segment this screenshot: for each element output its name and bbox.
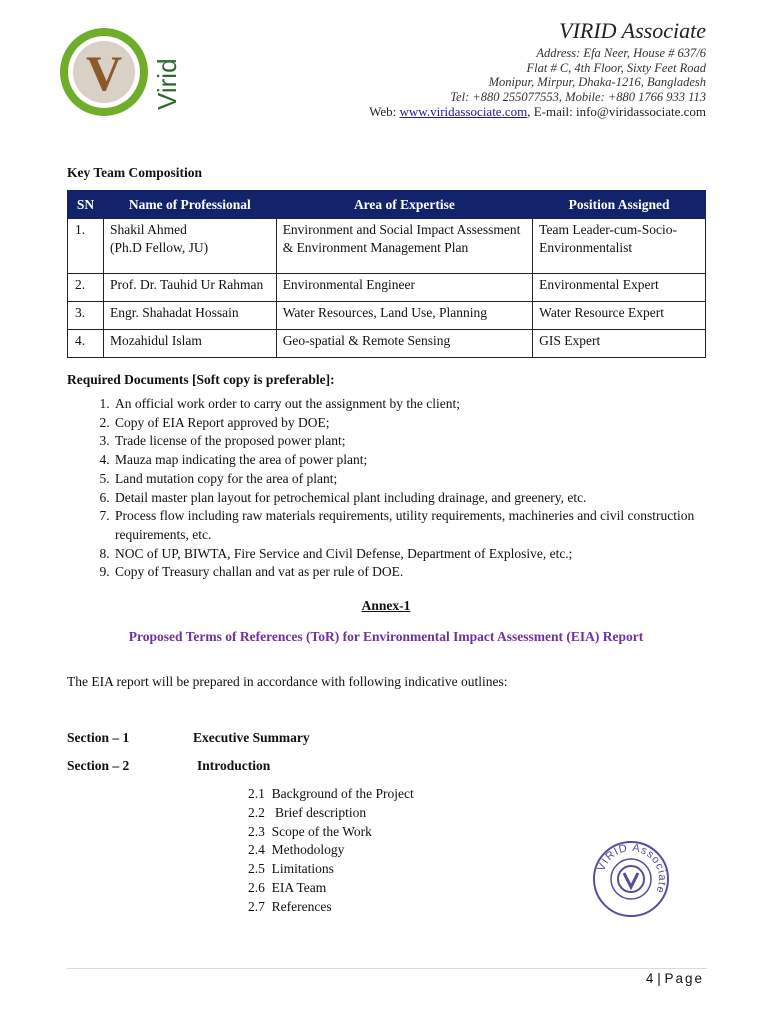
company-seal	[592, 840, 670, 918]
name-cell: Mozahidul Islam	[103, 330, 276, 358]
list-item: 5. Land mutation copy for the area of plant;	[113, 470, 758, 489]
expertise-cell: Geo-spatial & Remote Sensing	[276, 330, 532, 358]
section-title: Executive Summary	[193, 730, 310, 745]
list-item: 2. Copy of EIA Report approved by DOE;	[113, 414, 758, 433]
section-label: Section – 1	[67, 730, 130, 745]
phone-line: Tel: +880 255077553, Mobile: +880 1766 933 113	[450, 89, 706, 104]
table-row	[68, 274, 706, 302]
team-heading: Key Team Composition	[67, 165, 203, 180]
position-cell: Environmental Expert	[533, 274, 706, 302]
position-cell: GIS Expert	[533, 330, 706, 358]
table-row	[68, 302, 706, 330]
column-header: Area of Expertise	[276, 191, 532, 219]
list-item: 2.2 Brief description	[248, 804, 367, 820]
sn-cell: 4.	[68, 330, 104, 358]
list-item: 8. NOC of UP, BIWTA, Fire Service and Civil Defense, Department of Explosive, etc.;	[113, 545, 758, 564]
section-label: Section – 2	[67, 758, 130, 773]
email-address[interactable]: info@viridassociate.com	[575, 104, 706, 119]
page-footer	[646, 971, 704, 986]
tor-title: Proposed Terms of References (ToR) for Environmental Impact Assessment (EIA) Report	[128, 629, 644, 644]
table-header-row	[68, 191, 706, 219]
sn-cell: 1.	[68, 219, 104, 274]
list-item: 2.4 Methodology	[248, 842, 345, 858]
subsection-list	[248, 785, 414, 917]
list-item: 3. Trade license of the proposed power plant;	[113, 432, 758, 451]
sn-cell: 3.	[68, 302, 104, 330]
list-item: 9. Copy of Treasury challan and vat as per rule of DOE.	[113, 563, 758, 582]
column-header: Name of Professional	[103, 191, 276, 219]
email-label: , E-mail:	[527, 104, 576, 119]
professional-affiliation: (Ph.D Fellow, JU)	[109, 239, 209, 255]
company-info	[369, 18, 706, 120]
page-label: Page	[664, 971, 704, 986]
section-title: Introduction	[197, 758, 271, 773]
position-cell: Water Resource Expert	[533, 302, 706, 330]
web-label: Web:	[369, 104, 400, 119]
list-item: 1. An official work order to carry out the assignment by the client;	[113, 395, 758, 414]
column-header: SN	[68, 191, 104, 219]
list-item: 2.3 Scope of the Work	[248, 823, 372, 839]
list-item: 7. Process flow including raw materials requirements, utility requirements, machineries and civil construction requirements, etc.	[113, 507, 758, 544]
annex-label: Annex-1	[361, 598, 411, 613]
svg-text:V: V	[85, 45, 123, 101]
list-item: 2.7 References	[248, 898, 332, 914]
page-separator: |	[657, 971, 661, 986]
column-header: Position Assigned	[533, 191, 706, 219]
footer-divider	[67, 968, 707, 969]
page-number: 4	[645, 971, 654, 986]
web-email-line	[369, 104, 706, 120]
team-table	[67, 190, 706, 358]
company-name: VIRID Associate	[559, 18, 706, 43]
name-cell: Engr. Shahadat Hossain	[103, 302, 276, 330]
list-item: 2.5 Limitations	[248, 861, 334, 877]
list-item: 2.6 EIA Team	[248, 879, 327, 895]
address-line: Monipur, Mirpur, Dhaka-1216, Bangladesh	[488, 75, 706, 89]
sn-cell: 2.	[68, 274, 104, 302]
professional-name: Shakil Ahmed	[109, 222, 187, 237]
expertise-cell: Environmental Engineer	[276, 274, 532, 302]
table-row	[68, 219, 706, 274]
list-item: 2.1 Background of the Project	[248, 786, 414, 801]
documents-list	[67, 395, 758, 582]
address-line: Flat # C, 4th Floor, Sixty Feet Road	[526, 60, 706, 75]
svg-text:VIRID Associate: VIRID Associate	[595, 841, 669, 896]
table-row	[68, 330, 706, 358]
list-item: 6. Detail master plan layout for petrochemical plant including drainage, and greenery, etc.	[113, 489, 758, 508]
svg-text:Virid: Virid	[152, 58, 182, 110]
name-cell: Prof. Dr. Tauhid Ur Rahman	[103, 274, 276, 302]
position-cell: Team Leader-cum-Socio-Environmentalist	[533, 219, 706, 274]
list-item: 4. Mauza map indicating the area of power plant;	[113, 451, 758, 470]
expertise-cell: Environment and Social Impact Assessment & Environment Management Plan	[276, 219, 532, 274]
company-logo	[56, 22, 186, 122]
intro-text: The EIA report will be prepared in accordance with following indicative outlines:	[67, 674, 508, 689]
website-link[interactable]: www.viridassociate.com	[399, 104, 528, 119]
expertise-cell: Water Resources, Land Use, Planning	[276, 302, 532, 330]
name-cell	[103, 219, 276, 274]
documents-heading: Required Documents [Soft copy is preferable]:	[67, 372, 335, 387]
address-line: Address: Efa Neer, House # 637/6	[536, 46, 706, 60]
